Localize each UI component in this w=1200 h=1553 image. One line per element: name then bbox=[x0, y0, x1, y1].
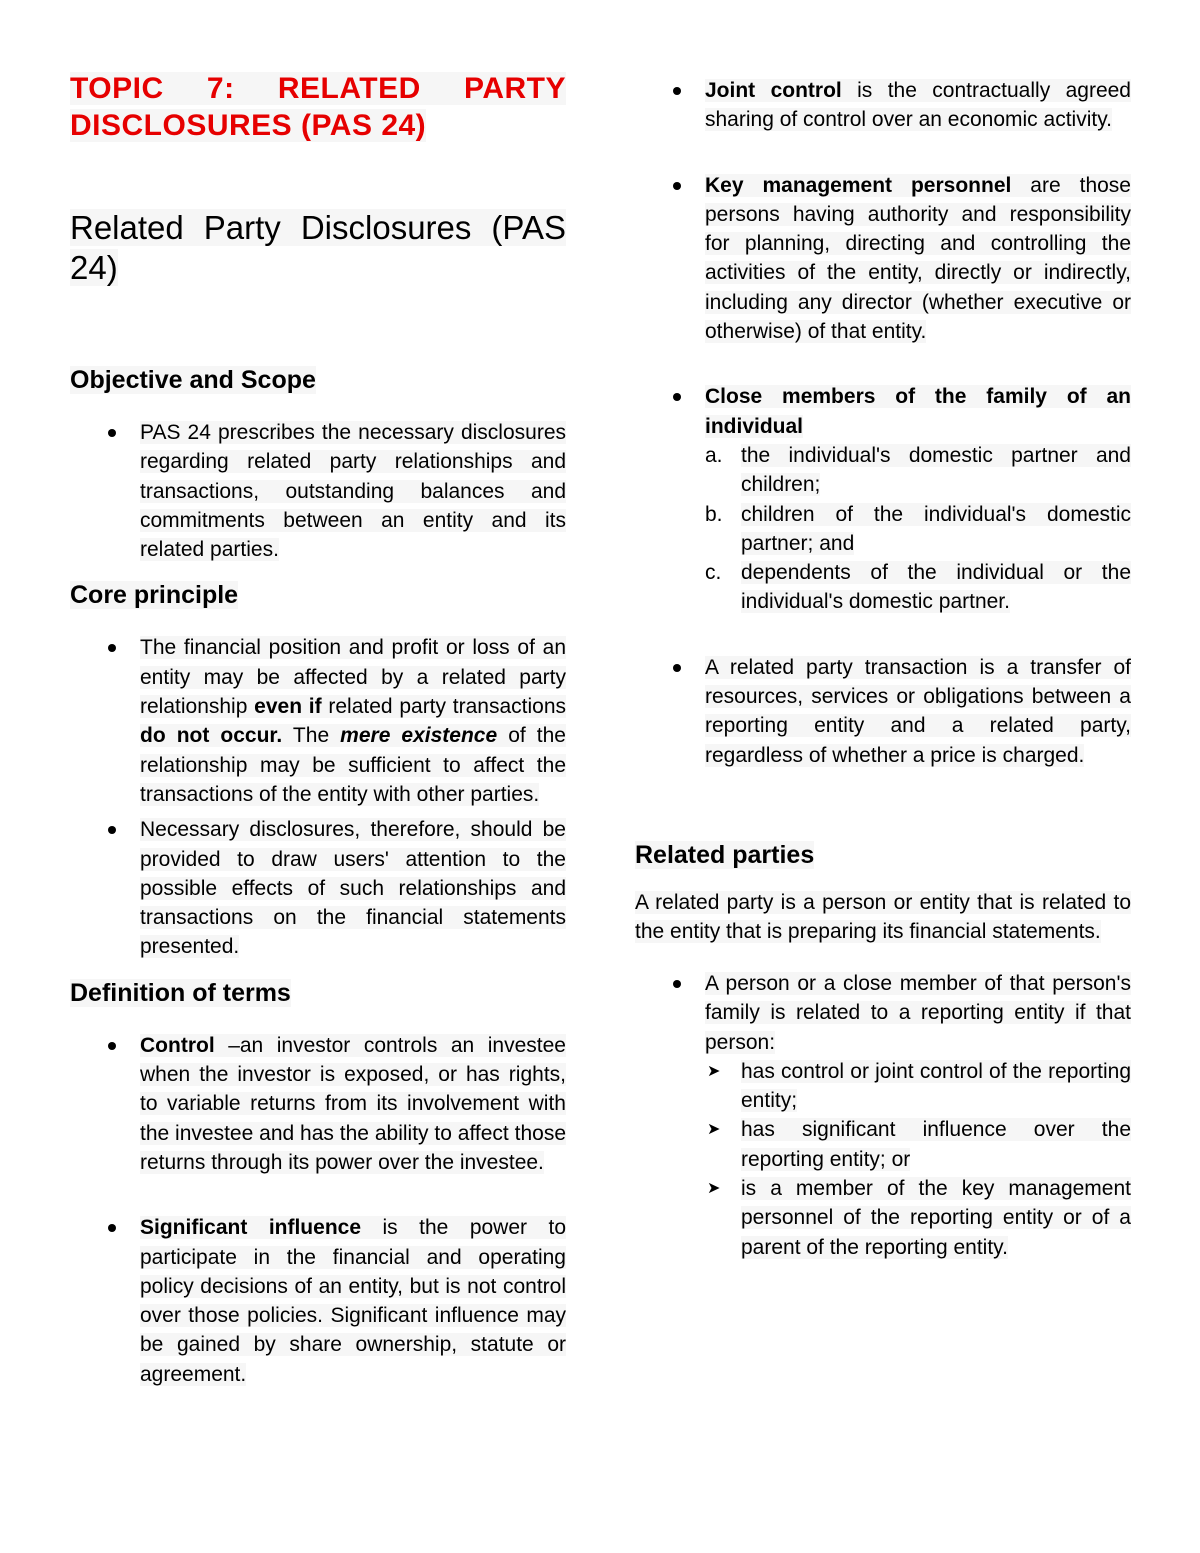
bullet-icon bbox=[673, 87, 681, 95]
bullet-icon bbox=[673, 980, 681, 988]
list-item: A related party transaction is a transfer of resources, services or obligations between a reporting entity and a related party, regardless of whether a price is charged. bbox=[635, 653, 1131, 770]
definitions-list-continued bbox=[635, 76, 1131, 770]
document-title: Related Party Disclosures (PAS 24) bbox=[70, 209, 566, 286]
list-item: A person or a close member of that person's family is related to a reporting entity if that person: ➤ has control or joint control of the reporting entity; ➤ has significant influence over the reporting entity; or ➤ is a member of the key management personnel of the reporting entity or of a parent of the reporting entity. bbox=[635, 969, 1131, 1262]
definitions-heading: Definition of terms bbox=[70, 978, 291, 1007]
list-item: Necessary disclosures, therefore, should be provided to draw users' attention to the possible effects of such relationships and transactions on the financial statements presented. bbox=[70, 815, 566, 961]
related-parties-intro: A related party is a person or entity that is related to the entity that is preparing its financial statements. bbox=[635, 890, 1131, 943]
bullet-icon bbox=[108, 1042, 116, 1050]
related-parties-heading: Related parties bbox=[635, 840, 815, 869]
bullet-icon bbox=[673, 664, 681, 672]
related-parties-list bbox=[635, 969, 1131, 1262]
bullet-icon bbox=[108, 1224, 116, 1232]
arrow-bullet-icon: ➤ bbox=[707, 1062, 721, 1080]
list-item: Key management personnel are those persons having authority and responsibility for planning, directing and controlling the activities of the entity, directly or indirectly, including any director (whether executive or otherwise) of that entity. bbox=[635, 171, 1131, 347]
objective-heading: Objective and Scope bbox=[70, 366, 316, 394]
bullet-icon bbox=[673, 182, 681, 190]
bullet-icon bbox=[673, 393, 681, 401]
close-family-list bbox=[705, 441, 1131, 617]
list-item: c. dependents of the individual or the individual's domestic partner. bbox=[705, 561, 1131, 614]
bullet-icon bbox=[108, 429, 116, 437]
list-item: a. the individual's domestic partner and children; bbox=[705, 443, 1131, 497]
topic-heading: TOPIC 7: RELATED PARTY DISCLOSURES (PAS 24) bbox=[70, 72, 566, 142]
arrow-bullet-icon: ➤ bbox=[707, 1121, 721, 1139]
list-item: The financial position and profit or loss of an entity may be affected by a related party relationship even if related party transactions do not occur. The mere existence of the relationship may be sufficient to affect the transactions of the entity with other parties. bbox=[70, 633, 566, 809]
arrow-bullet-icon: ➤ bbox=[707, 1180, 721, 1198]
bullet-icon bbox=[108, 826, 116, 834]
bullet-icon bbox=[108, 644, 116, 652]
list-item: Control –an investor controls an investee when the investor is exposed, or has rights, to variable returns from its involvement with the investee and has the ability to affect those returns through its power over the investee. bbox=[70, 1031, 566, 1177]
list-item: ➤ is a member of the key management personnel of the reporting entity or of a parent of the reporting entity. bbox=[705, 1174, 1131, 1262]
list-item: ➤ has significant influence over the reporting entity; or bbox=[705, 1115, 1131, 1174]
list-item: Joint control is the contractually agreed sharing of control over an economic activity. bbox=[635, 76, 1131, 135]
definitions-list bbox=[70, 1031, 566, 1389]
right-column bbox=[635, 70, 1131, 1262]
list-item: ➤ has control or joint control of the reporting entity; bbox=[705, 1057, 1131, 1116]
left-column bbox=[70, 70, 566, 1389]
core-principle-list bbox=[70, 633, 566, 961]
list-item: PAS 24 prescribes the necessary disclosures regarding related party relationships and transactions, outstanding balances and commitments between an entity and its related parties. bbox=[70, 418, 566, 564]
list-item: Close members of the family of an individual a. the individual's domestic partner and children; b. children of the individual's domestic partner; and c. dependents of the individual or the individual's domestic partner. bbox=[635, 382, 1131, 616]
related-conditions-list bbox=[705, 1057, 1131, 1262]
objective-list bbox=[70, 418, 566, 564]
core-principle-heading: Core principle bbox=[70, 581, 239, 610]
list-item: Significant influence is the power to participate in the financial and operating policy decisions of an entity, but is not control over those policies. Significant influence may be gained by share ownership, statute or agreement. bbox=[70, 1213, 566, 1389]
list-item: b. children of the individual's domestic partner; and bbox=[705, 502, 1131, 555]
